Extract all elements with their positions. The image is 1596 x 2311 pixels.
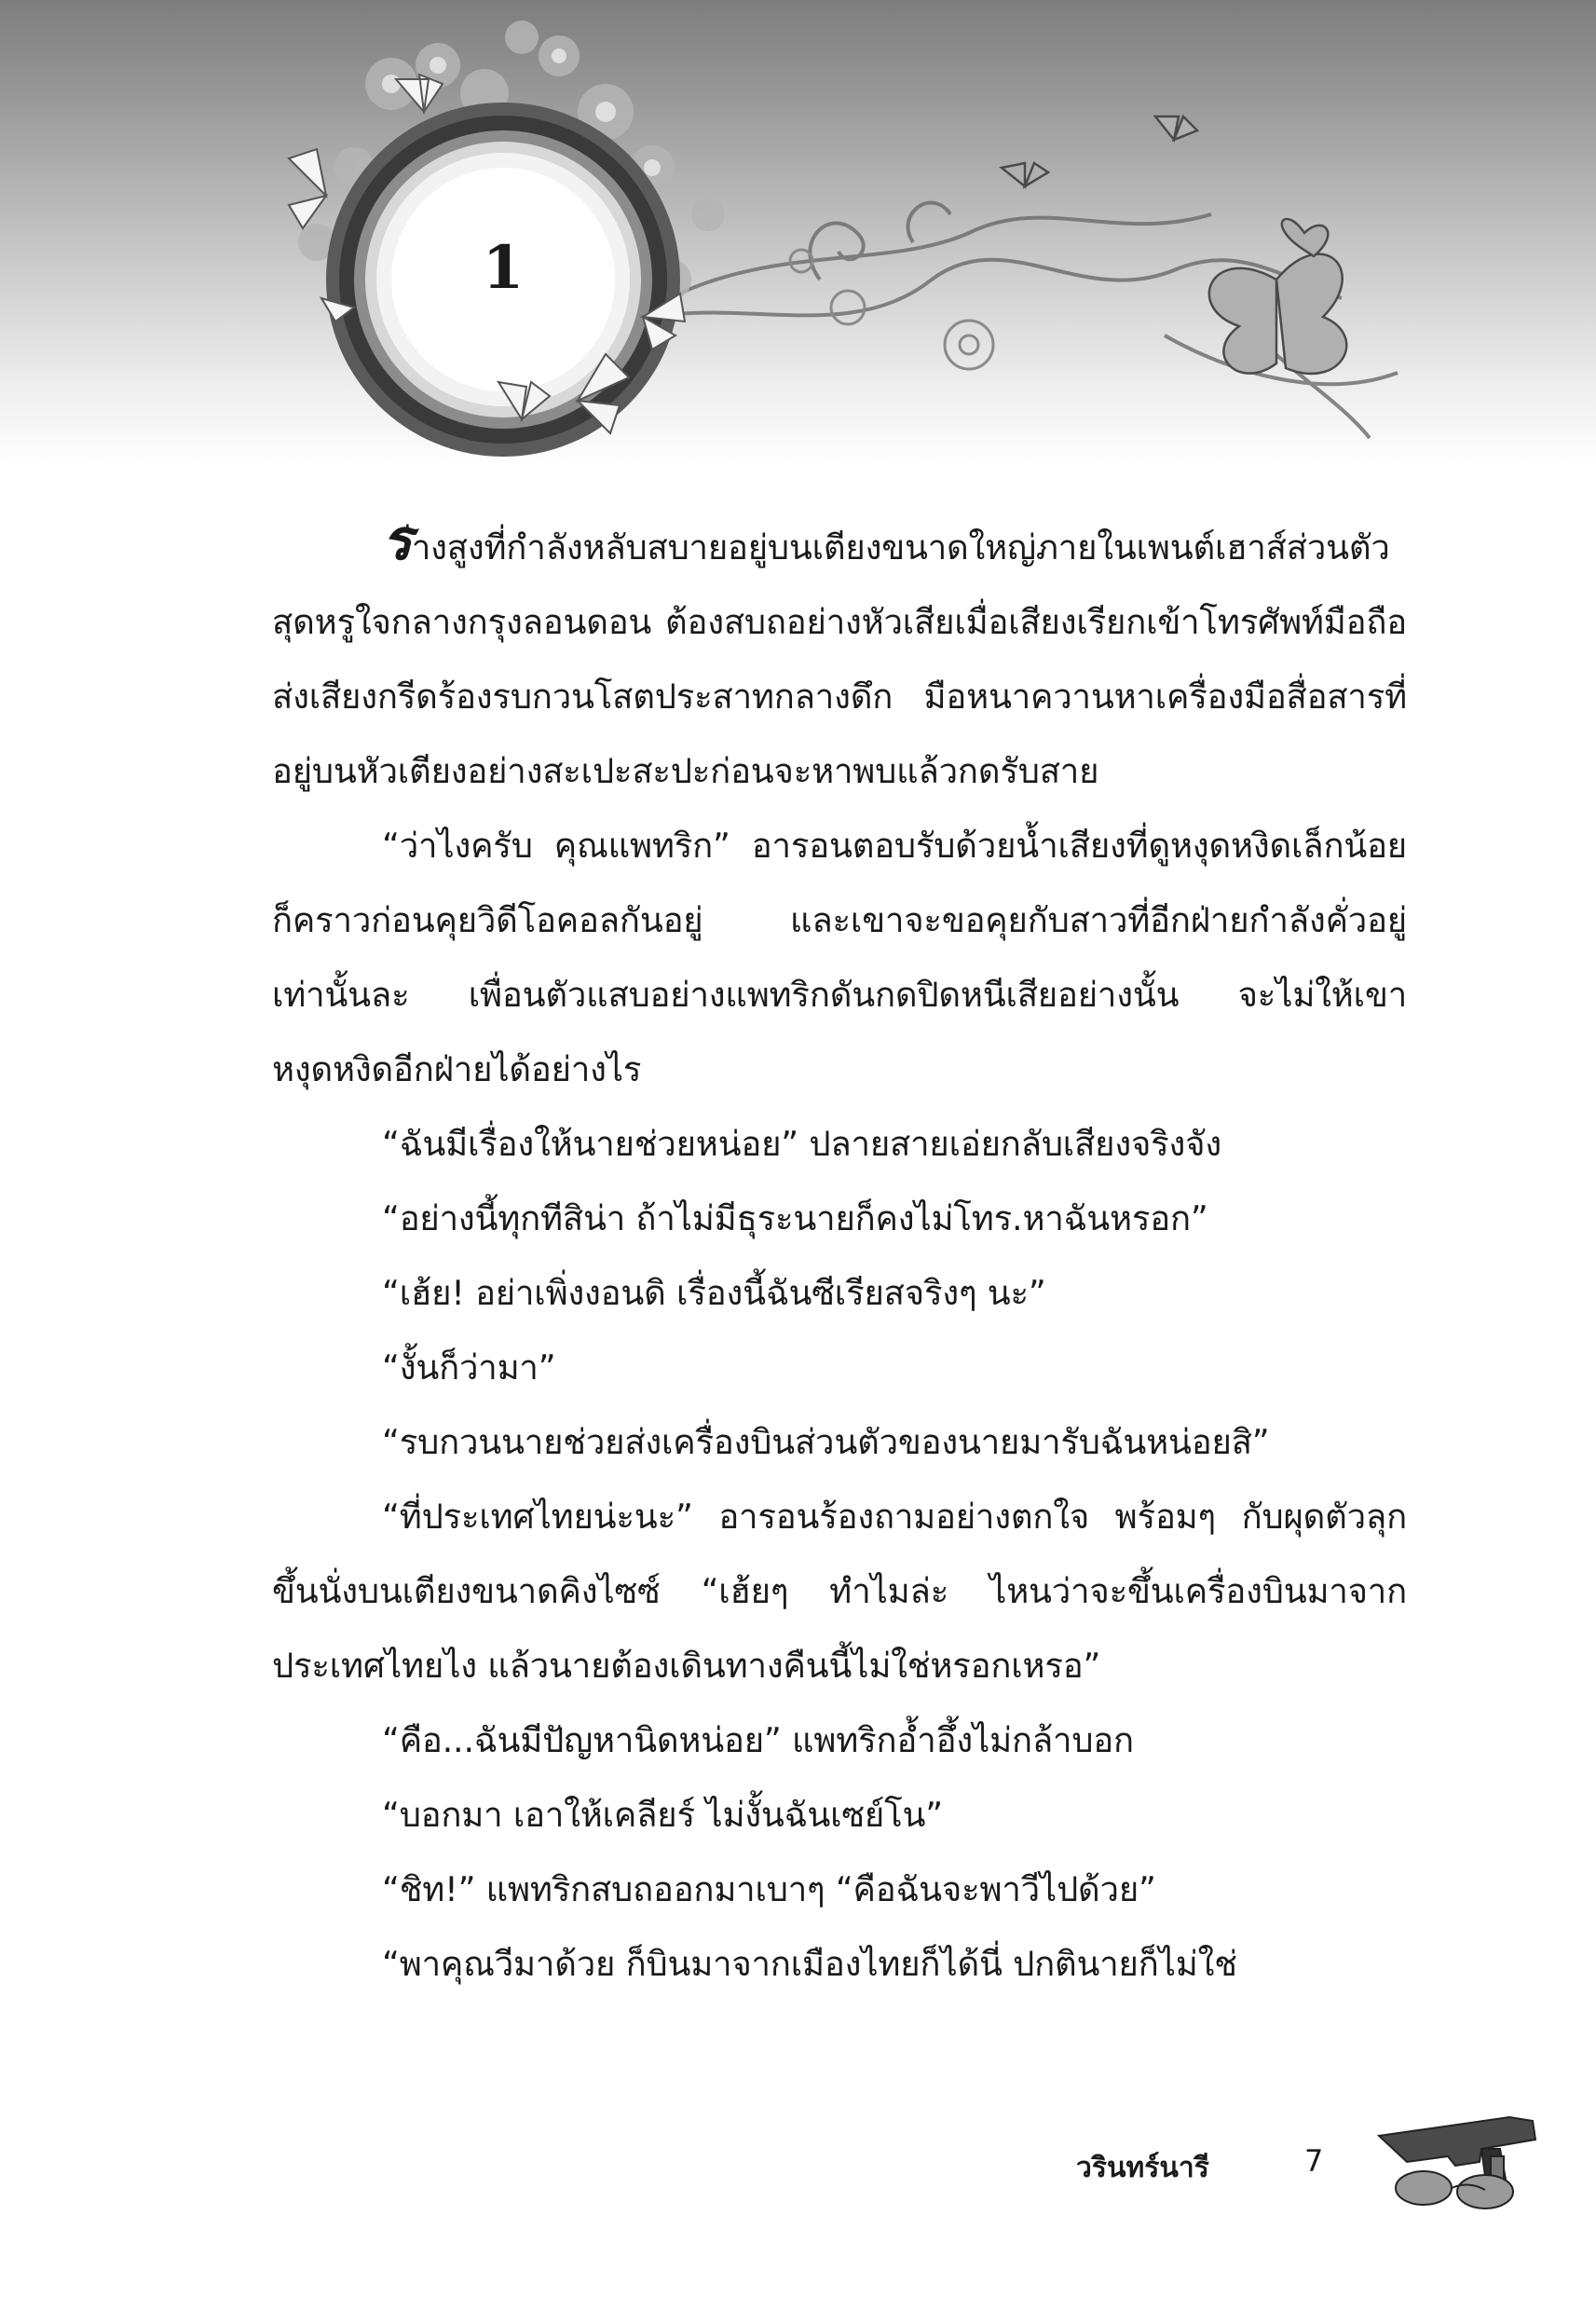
flower-icon xyxy=(790,250,993,369)
paragraph: “ฉันมีเรื่องให้นายช่วยหน่อย” ปลายสายเอ่ยกลับเสียงจริงจัง xyxy=(382,1124,1221,1164)
paragraph: “เฮ้ย! อย่าเพิ่งงอนดิ เรื่องนี้ฉันซีเรียสจริงๆ นะ” xyxy=(382,1273,1046,1313)
paragraph: “อย่างนี้ทุกทีสิน่า ถ้าไม่มีธุระนายก็คงไม่โทร.หาฉันหรอก” xyxy=(382,1198,1208,1238)
paragraph xyxy=(272,503,1407,809)
chapter-number: 1 xyxy=(482,233,525,303)
book-title: วรินทร์นารี xyxy=(1076,2152,1209,2184)
paragraph: “รบกวนนายช่วยส่งเครื่องบินส่วนตัวของนายมารับฉันหน่อยสิ” xyxy=(382,1422,1270,1462)
paragraph: “คือ...ฉันมีปัญหานิดหน่อย” แพทริกอ้ำอึ้งไม่กล้าบอก xyxy=(382,1720,1134,1760)
pistol-icon xyxy=(1370,2108,1556,2210)
paragraph: “ที่ประเทศไทยน่ะนะ” อารอนร้องถามอย่างตกใจ พร้อมๆ กับผุดตัวลุกขึ้นนั่งบนเตียงขนาดคิงไซซ์ “เฮ้ยๆ ทำไมล่ะ ไหนว่าจะขึ้นเครื่องบินมาจากประเทศไทยไง แล้วนายต้องเดินทางคืนนี้ไม่ใช่หรอกเหรอ” xyxy=(272,1497,1407,1686)
paragraph: “งั้นก็ว่ามา” xyxy=(382,1347,556,1388)
sunglasses-icon xyxy=(1396,2171,1513,2208)
paragraph: “ว่าไงครับ คุณแพทริก” อารอนตอบรับด้วยน้ำเสียงที่ดูหงุดหงิดเล็กน้อย ก็คราวก่อนคุยวิดีโอคอลกันอยู่ และเขาจะขอคุยกับสาวที่อีกฝ่ายกำลังคั่วอยู่เท่านั้นละ เพื่อนตัวแสบอย่างแพทริกดันกดปิดหนีเสียอย่างนั้น จะไม่ให้เขาหงุดหงิดอีกฝ่ายได้อย่างไร xyxy=(272,826,1407,1089)
paragraph: “พาคุณวีมาด้วย ก็บินมาจากเมืองไทยก็ได้นี่ ปกตินายก็ไม่ใช่ xyxy=(382,1944,1237,1984)
page-number: 7 xyxy=(1304,2143,1324,2179)
paragraph: “บอกมา เอาให้เคลียร์ ไม่งั้นฉันเซย์โน” xyxy=(382,1795,943,1835)
paragraph: “ชิท!” แพทริกสบถออกมาเบาๆ “คือฉันจะพาวีไปด้วย” xyxy=(382,1869,1156,1909)
paragraph-text: ่างสูงที่กำลังหลับสบายอยู่บนเตียงขนาดใหญ่ภายในเพนต์เฮาส์ส่วนตัวสุดหรูใจกลางกรุงลอนดอน ต้องสบถอย่างหัวเสียเมื่อเสียงเรียกเข้าโทรศัพท์มือถือส่งเสียงกรีดร้องรบกวนโสตประสาทกลางดึก มือหนาควานหาเครื่องมือสื่อสารที่อยู่บนหัวเตียงอย่างสะเปะสะปะก่อนจะหาพบแล้วกดรับสาย xyxy=(272,527,1407,791)
decorative-artwork xyxy=(0,0,1596,466)
drop-cap: ร xyxy=(382,508,413,573)
butterfly-icon xyxy=(1002,116,1346,374)
chapter-body xyxy=(272,503,1407,2002)
chapter-header-ornament xyxy=(0,0,1596,466)
